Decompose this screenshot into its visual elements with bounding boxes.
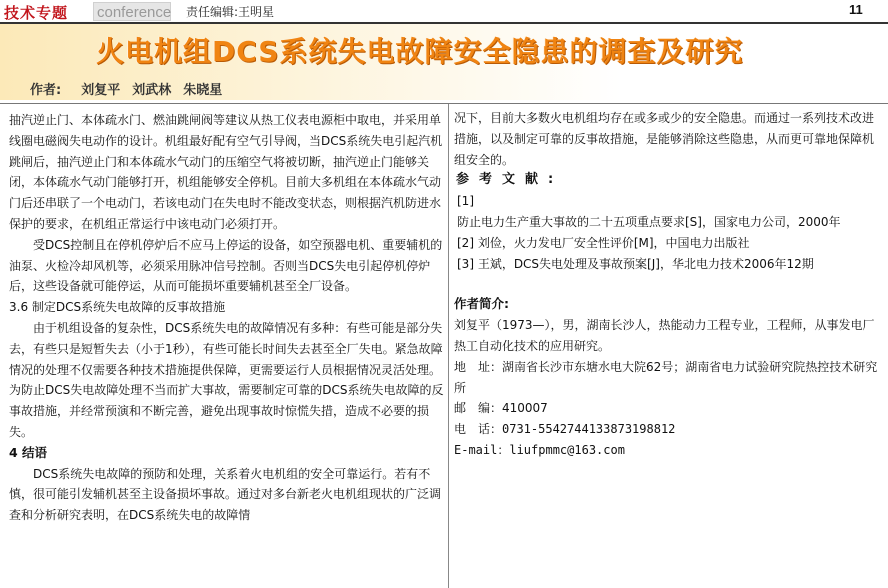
reference-number: [1] [457,194,474,209]
author-name: 刘武林 [132,83,172,98]
title-divider [0,103,888,104]
reference-item: [2] 刘俭，火力发电厂安全性评价[M]，中国电力出版社 [457,235,750,250]
bio-heading: 作者简介: [454,296,509,312]
spacer [454,274,882,294]
bio-text: 刘复平（1973—），男，湖南长沙人，热能动力工程专业，工程师，从事发电厂热工自动化技术的应用研究。 [454,318,875,353]
article-title: 火电机组DCS系统失电故障安全隐患的调查及研究 [96,35,744,68]
reference-item: 防止电力生产重大事故的二十五项重点要求[S]，国家电力公司，2000年 [457,214,841,229]
reference-item: [3] 王斌，DCS失电处理及事故预案[J]，华北电力技术2006年12期 [457,256,814,271]
address-line: 地 址：湖南省长沙市东塘水电大院62号；湖南省电力试验研究院热控技术研究所 [454,359,878,395]
editor-credit: 责任编辑:王明星 [186,5,275,19]
section-tag: 技术专题 [4,4,69,22]
body-paragraph: 由于机组设备的复杂性，DCS系统失电的故障情况有多种：有些可能是部分失去，有些只是短暂失去（小于1秒），有些可能长时间失去甚至全厂失电。紧急故障情况的处理不仅需要各种技术措施提供保障，更需要运行人员根据情况灵活处理。为防止DCS失电故障处理不当而扩大事故，需要制定可靠的DCS系统失电故障的反事故措施，并经常预演和不断完善，避免出现事故时惊慌失措，造成不必要的损失。 [9,320,444,439]
section-heading-conclusion: 4 结语 [9,444,48,460]
page-number: 11 [849,2,863,17]
column-divider [448,104,449,588]
email-line: E-mail：liufpmmc@163.com [454,442,625,457]
body-paragraph: 况下，目前大多数火电机组均存在或多或少的安全隐患。而通过一系列技术改进措施，以及制定可靠的反事故措施，是能够消除这些隐患，从而更可靠地保障机组安全的。 [454,111,875,167]
section-heading-3-6: 3.6 制定DCS系统失电故障的反事故措施 [9,300,226,315]
body-paragraph: DCS系统失电故障的预防和处理，关系着火电机组的安全可靠运行。若有不慎，很可能引发辅机甚至主设备损坏事故。通过对多台新老火电机组现状的广泛调查和分析研究表明，在DCS系统失电的故障情 [9,466,442,523]
author-name: 朱晓星 [183,83,223,98]
authors-label: 作者: [30,83,62,98]
body-paragraph: 受DCS控制且在停机停炉后不应马上停运的设备，如空预器电机、重要辅机的油泵、火检冷却风机等，必须采用脉冲信号控制。否则当DCS失电引起停机停炉后，这些设备就可能停运，从而可能损坏重要辅机甚至全厂设备。 [9,237,443,294]
postcode-line: 邮 编：410007 [454,401,548,416]
left-column [9,110,444,526]
references-heading: 参考文献: [456,172,564,188]
author-name: 刘复平 [81,83,121,98]
conference-label: conference [93,2,171,21]
page-header [0,0,888,24]
right-column [454,108,882,461]
body-paragraph: 抽汽逆止门、本体疏水门、燃油跳闸阀等建议从热工仪表电源柜中取电，并采用单线圈电磁阀失电动作的设计。机组最好配有空气引导阀，当DCS系统失电引起汽机跳闸后，抽汽逆止门和本体疏水气动门的压缩空气将被切断，抽汽逆止门能够关闭，本体疏水气动门能够打开，机组能够安全停机。目前大多机组在本体疏水气动门后还串联了一个电动门，若该电动门在失电时不能改变状态，则根据汽机防进水保护的要求，在机组正常运行中该电动门必须打开。 [9,113,443,231]
author-line [30,79,222,98]
phone-line: 电 话：0731-5542744133873198812 [454,422,676,437]
